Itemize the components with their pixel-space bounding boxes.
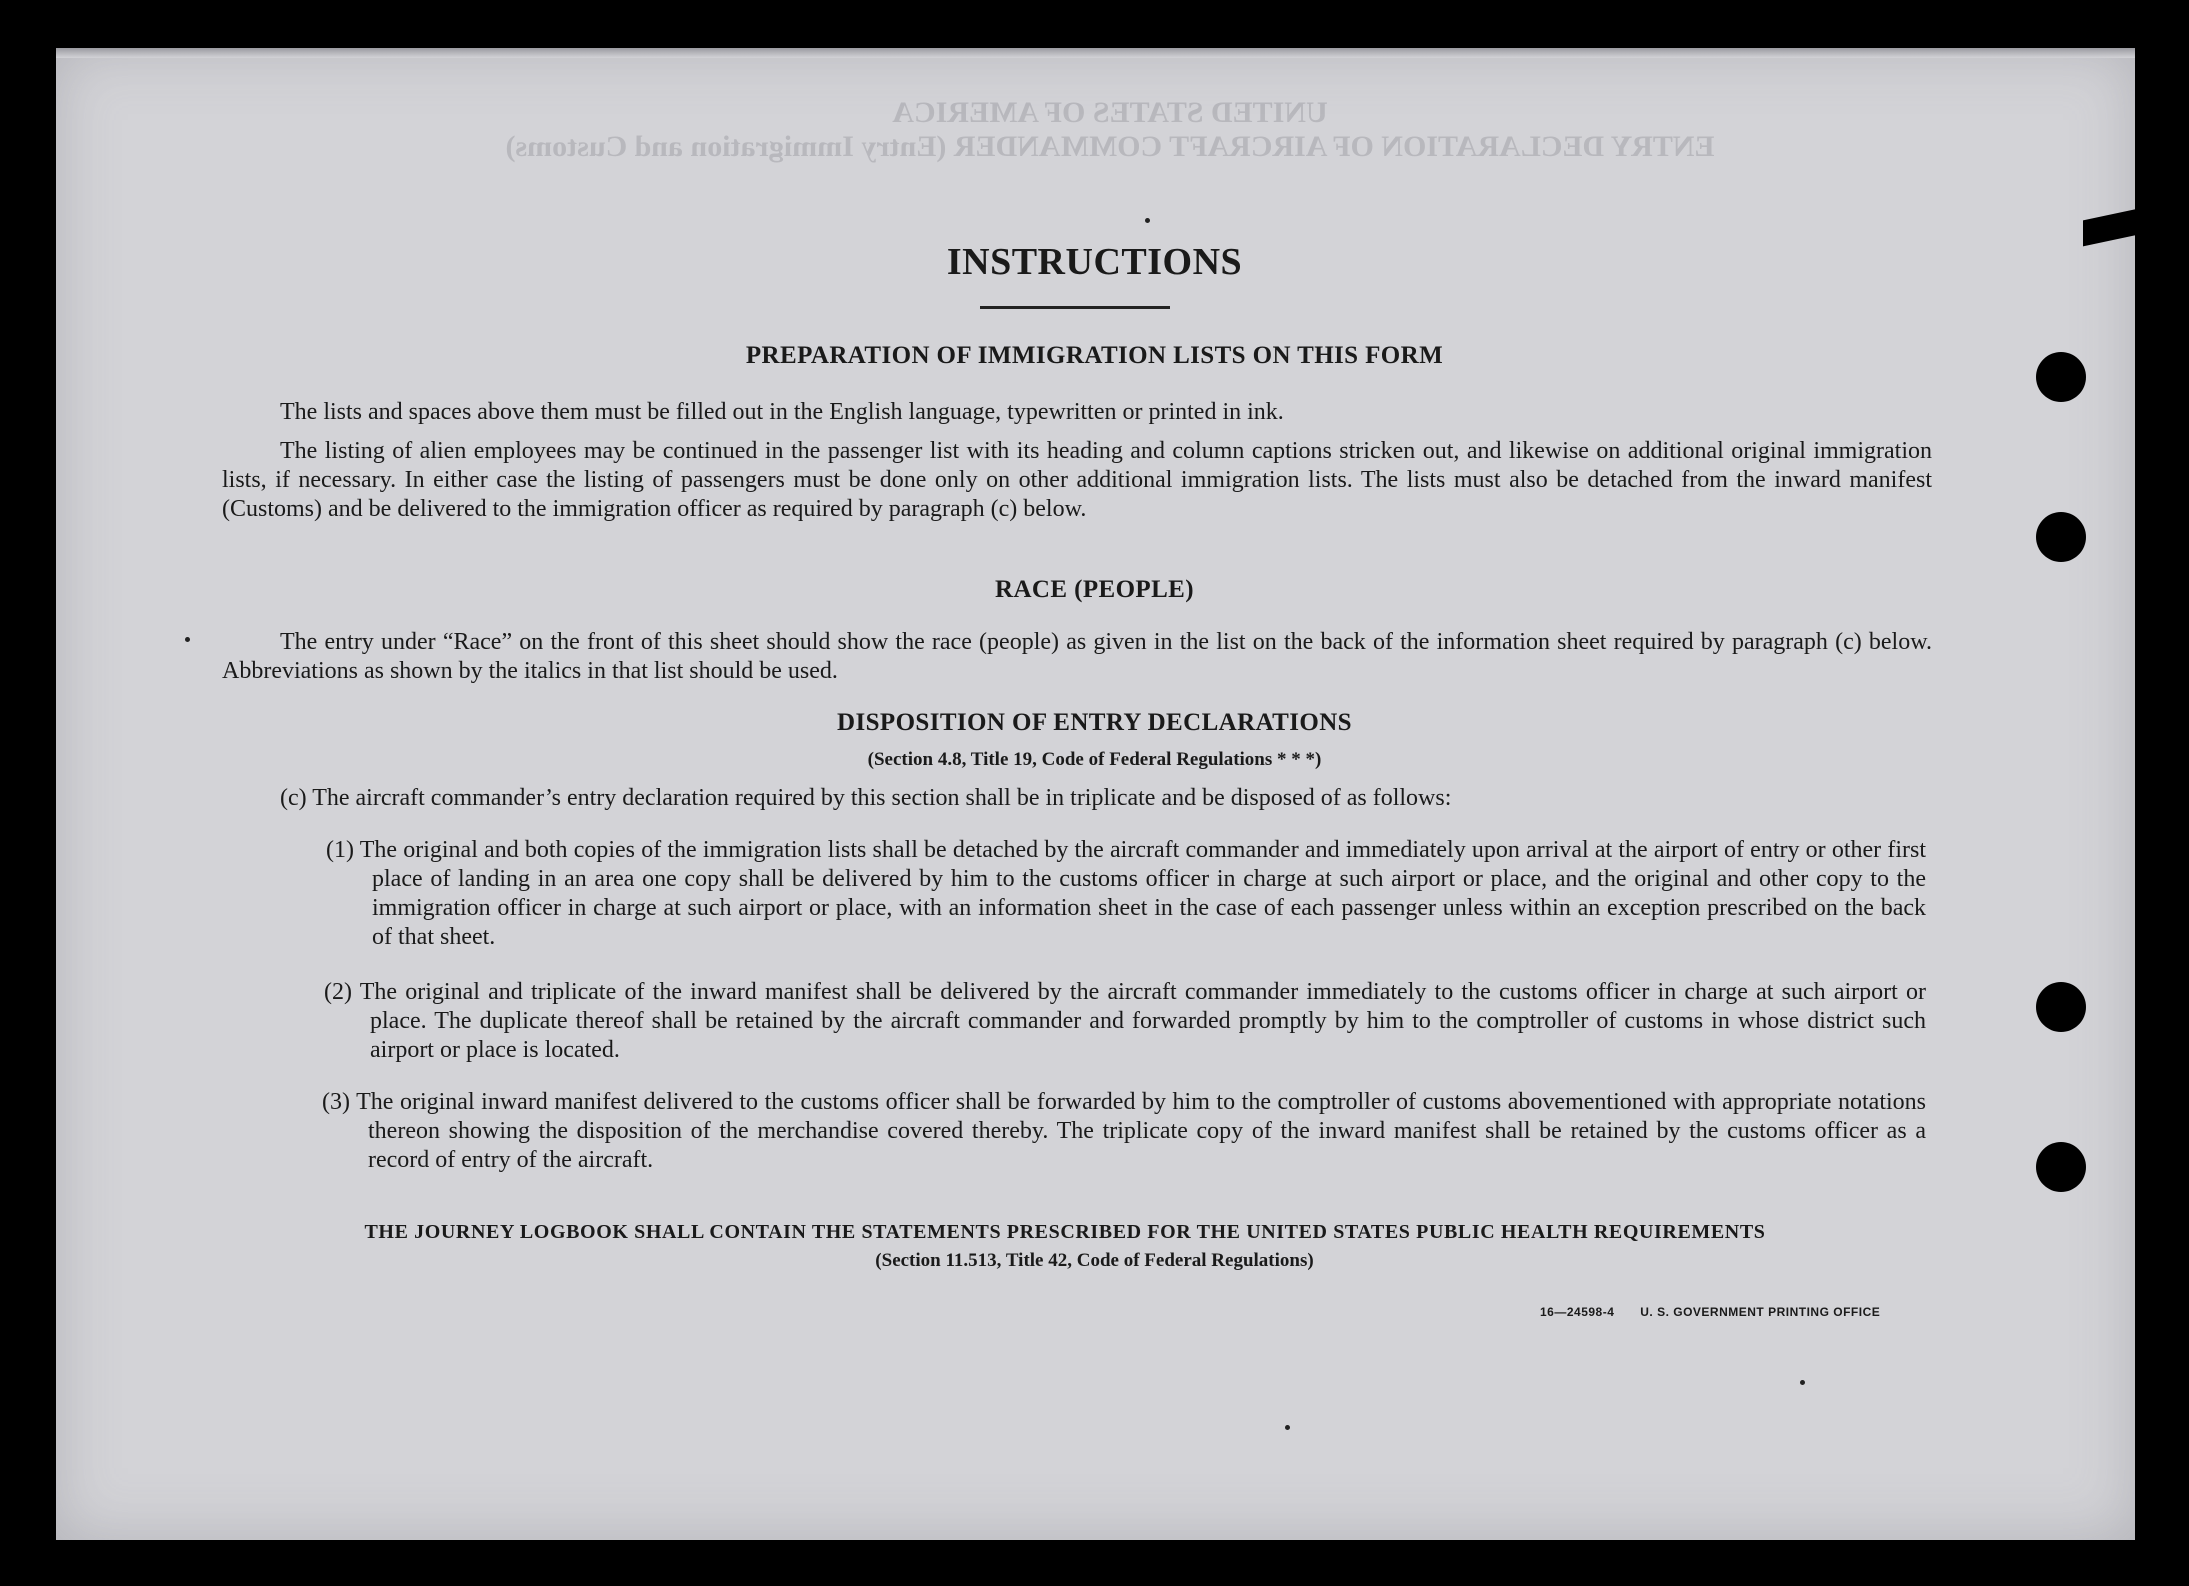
title-underline bbox=[980, 306, 1170, 309]
disposition-item-1: (1) The original and both copies of the immigration lists shall be detached by the aircraft commander and immediately upon arrival at the airport of entry or other first place of landing in an area one copy shall be delivered by him to the customs officer in charge at such airport or place, and the original and other copy to the immigration officer in charge at such airport or place, with an information sheet in the case of each passenger unless within an exception prescribed on the back of that sheet. bbox=[326, 837, 1926, 950]
preparation-paragraph-1: The lists and spaces above them must be filled out in the English language, typewritten or printed in ink. bbox=[280, 399, 1284, 425]
logbook-heading: THE JOURNEY LOGBOOK SHALL CONTAIN THE STATEMENTS PRESCRIBED FOR THE UNITED STATES PUBLIC HEALTH REQUIREMENTS bbox=[364, 1221, 1766, 1243]
race-paragraph: The entry under “Race” on the front of this sheet should show the race (people) as given in the list on the back of the information sheet required by paragraph (c) below. Abbreviations as shown by the italics in that list should be used. bbox=[222, 629, 1932, 684]
speck bbox=[1145, 218, 1150, 223]
logbook-citation: (Section 11.513, Title 42, Code of Federal Regulations) bbox=[875, 1250, 1314, 1271]
printer-name: U. S. GOVERNMENT PRINTING OFFICE bbox=[1640, 1305, 1881, 1319]
speck bbox=[1800, 1380, 1805, 1385]
disposition-item-2: (2) The original and triplicate of the inward manifest shall be delivered by the aircraft commander immediately to the customs officer in charge at such airport or place. The duplicate thereof shall be retained by the aircraft commander and forwarded promptly by him to the comptroller of customs in whose district such airport or place is located. bbox=[324, 979, 1926, 1063]
page-title: INSTRUCTIONS bbox=[946, 241, 1243, 283]
form-number: 16—24598-4 bbox=[1540, 1305, 1615, 1319]
race-heading: RACE (PEOPLE) bbox=[995, 576, 1194, 603]
show-through-line: UNITED STATES OF AMERICA bbox=[892, 96, 1328, 129]
printer-imprint bbox=[1540, 1305, 1902, 1319]
show-through-text bbox=[480, 96, 1740, 164]
disposition-item-3: (3) The original inward manifest delivered to the customs officer shall be forwarded by him to the comptroller of customs abovementioned with appropriate notations thereon showing the disposition of the merchandise covered thereby. The triplicate copy of the inward manifest shall be retained by the customs officer as a record of entry of the aircraft. bbox=[322, 1089, 1926, 1173]
preparation-heading: PREPARATION OF IMMIGRATION LISTS ON THIS FORM bbox=[745, 342, 1444, 369]
disposition-intro: (c) The aircraft commander’s entry declaration required by this section shall be in triplicate and be disposed of as follows: bbox=[280, 785, 1452, 811]
disposition-citation: (Section 4.8, Title 19, Code of Federal Regulations * * *) bbox=[867, 749, 1322, 770]
preparation-paragraph-2: The listing of alien employees may be continued in the passenger list with its heading and column captions stricken out, and likewise on additional original immigration lists, if necessary. In either case the listing of passengers must be done only on other additional immigration lists. The lists must also be detached from the inward manifest (Customs) and be delivered to the immigration officer as required by paragraph (c) below. bbox=[222, 438, 1932, 522]
speck bbox=[1285, 1425, 1290, 1430]
disposition-heading: DISPOSITION OF ENTRY DECLARATIONS bbox=[837, 709, 1352, 736]
punch-hole bbox=[2036, 982, 2086, 1032]
punch-hole bbox=[2036, 512, 2086, 562]
punch-hole bbox=[2036, 1142, 2086, 1192]
speck bbox=[185, 637, 190, 642]
show-through-line: ENTRY DECLARATION OF AIRCRAFT COMMANDER (Entry Immigration and Customs) bbox=[505, 130, 1715, 163]
